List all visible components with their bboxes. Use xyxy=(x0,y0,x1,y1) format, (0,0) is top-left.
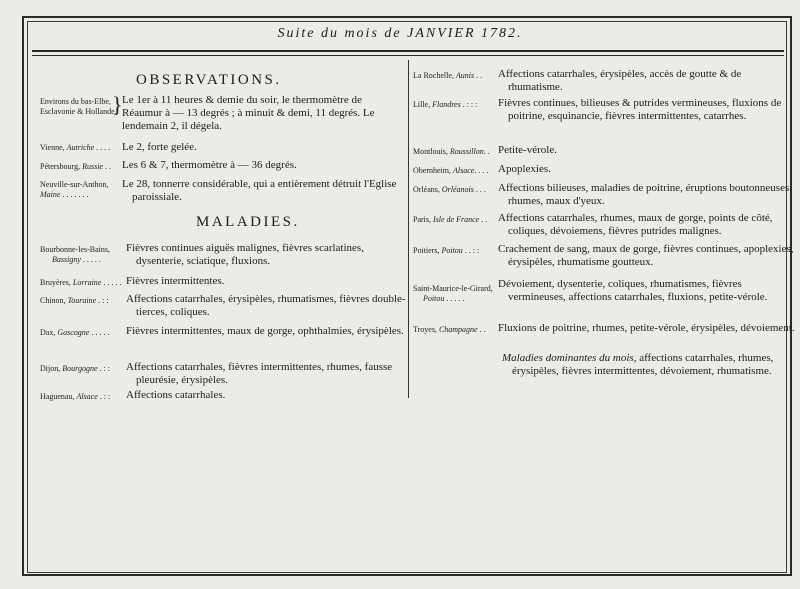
maladie-place-4: Dax, Gascogne . . . . . xyxy=(40,328,110,337)
observations-title: OBSERVATIONS. xyxy=(136,72,282,88)
maladie-place-2: Bruyères, Lorraine . . . . . xyxy=(40,278,122,287)
maladie-text-2: Fièvres intermittentes. xyxy=(126,275,225,287)
maladie-text-3: Affections catarrhales, érysipèles, rhumatismes, fièvres double-tierces, coliques. xyxy=(126,293,406,318)
column-divider xyxy=(408,60,409,398)
entry-text-6: Affections catarrhales, rhumes, maux de gorge, points de côté, coliques, dévoiemens, fièvres putrides malignes. xyxy=(498,212,773,237)
entry-text-2: Fièvres continues, bilieuses & putrides vermineuses, fluxions de poitrine, esquinancie, fièvres intermittentes, catarrhes. xyxy=(498,97,782,122)
dominant-diseases-label: Maladies dominantes du mois, xyxy=(502,352,637,364)
maladie-place-5: Dijon, Bourgogne . : : xyxy=(40,364,110,373)
maladie-text-5: Affections catarrhales, fièvres intermittentes, rhumes, fausse pleurésie, érysipèles. xyxy=(126,361,393,386)
maladie-place-1: Bourbonne-les-Bains, Bassigny . . . . . xyxy=(40,245,110,264)
entry-place-5: Orléans, Orléanois . . . xyxy=(413,185,486,194)
entry-text-4: Apoplexies. xyxy=(498,163,551,175)
entry-text-5: Affections bilieuses, maladies de poitrine, éruptions boutonneuses, rhumes, maux d'yeux. xyxy=(498,182,792,207)
entry-place-7: Poitiers, Poitou . . : : xyxy=(413,246,480,255)
entry-text-3: Petite-vérole. xyxy=(498,144,557,156)
maladie-text-4: Fièvres intermittentes, maux de gorge, ophthalmies, érysipèles. xyxy=(126,325,404,337)
entry-place-2: Lille, Flandres . : : : xyxy=(413,100,478,109)
entry-text-7: Crachement de sang, maux de gorge, fièvres continues, apoplexies, érysipèles, rhumatisme goutteux. xyxy=(498,243,794,268)
entry-place-8: Saint-Maurice-le-Girard, Poitou . . . . . xyxy=(413,284,493,303)
maladie-text-6: Affections catarrhales. xyxy=(126,389,226,401)
entry-text-9: Fluxions de poitrine, rhumes, petite-vérole, érysipèles, dévoiement. xyxy=(498,322,795,334)
observation-text-4: Le 28, tonnerre considérable, qui a entièrement détruit l'Eglise paroissiale. xyxy=(122,178,397,203)
entry-place-1: La Rochelle, Aunis . . xyxy=(413,71,483,80)
dominant-diseases-text: affections catarrhales, rhumes, érysipèles, fièvres intermittentes, dévoiement, rhumatisme. xyxy=(512,352,774,377)
dominant-diseases-note xyxy=(502,352,798,378)
observation-text-1: Le 1er à 11 heures & demie du soir, le thermomètre de Réaumur à — 13 degrés ; à minuit & demi, 11 degrés. Le lendemain 2, il dégela. xyxy=(122,94,375,132)
page-header: Suite du mois de JANVIER 1782. xyxy=(277,26,523,41)
maladie-text-1: Fièvres continues aiguës malignes, fièvres scarlatines, dysenterie, sciatique, fluxions. xyxy=(126,242,364,267)
entry-text-8: Dévoiement, dysenterie, coliques, rhumatismes, fièvres vermineuses, affections catarrhales, fluxions, petite-vérole. xyxy=(498,278,768,303)
entry-place-4: Obernheim, Alsace. . . . xyxy=(413,166,489,175)
maladie-place-6: Haguenau, Alsace . : : xyxy=(40,392,111,401)
entry-place-3: Montlouis, Roussillon. . xyxy=(413,147,490,156)
observation-place-3: Pétersbourg, Russie . . xyxy=(40,162,111,171)
observation-place-1: Environs du bas-Elbe, Esclavonie & Hollande. xyxy=(40,97,117,116)
observation-text-3: Les 6 & 7, thermomètre à — 36 degrés. xyxy=(122,159,297,171)
entry-place-9: Troyes, Champagne . . xyxy=(413,325,486,334)
maladies-title: MALADIES. xyxy=(196,214,300,230)
observation-place-4: Neuville-sur-Anthon, Maine . . . . . . . xyxy=(40,180,109,199)
entry-text-1: Affections catarrhales, érysipèles, accès de goutte & de rhumatisme. xyxy=(498,68,742,93)
entry-place-6: Paris, Isle de France . . xyxy=(413,215,488,224)
header-rule xyxy=(32,50,784,56)
maladie-place-3: Chinon, Touraine . : : xyxy=(40,296,109,305)
observation-text-2: Le 2, forte gelée. xyxy=(122,141,197,153)
brace: } xyxy=(112,92,123,117)
observation-place-2: Vienne, Autriche . . . . xyxy=(40,143,111,152)
